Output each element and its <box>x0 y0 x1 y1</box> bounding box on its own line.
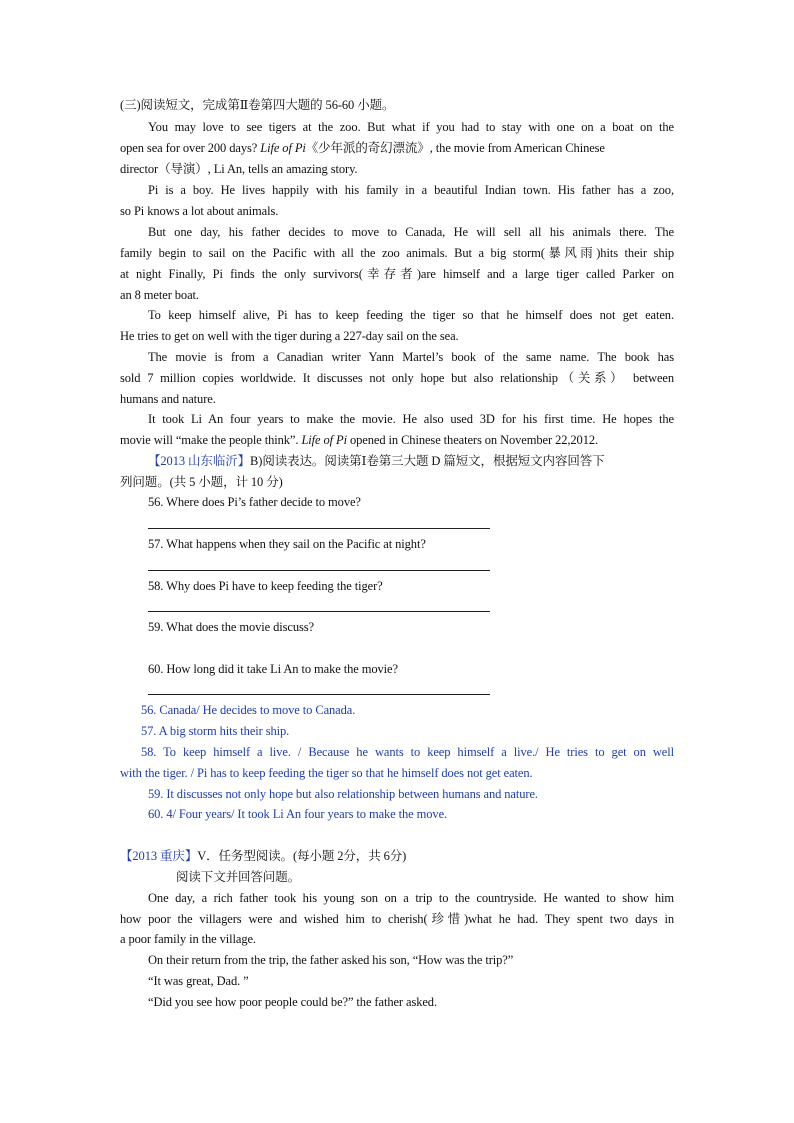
text-run: 《少年派的奇幻漂流》, the movie from American Chinese <box>305 141 605 155</box>
text-run: movie will “make the people think”. <box>120 433 299 447</box>
answer-line <box>148 694 490 695</box>
paragraph-line: You may love to see tigers at the zoo. But what if you had to stay with one on a boat on the <box>148 120 674 134</box>
paragraph-line: sold 7 million copies worldwide. It discusses not only hope but also relationship（关系） between <box>120 371 674 385</box>
answer: 59. It discusses not only hope but also relationship between humans and nature. <box>148 787 538 801</box>
answer: 56. Canada/ He decides to move to Canada. <box>141 703 356 717</box>
paragraph-line: director（导演）, Li An, tells an amazing story. <box>120 162 358 176</box>
answer-line <box>148 570 490 571</box>
answer: with the tiger. / Pi has to keep feeding the tiger so that he himself does not get eaten. <box>120 766 533 780</box>
source-tag: 【2013 重庆】 <box>120 849 198 863</box>
section-heading <box>148 453 605 469</box>
question: 59. What does the movie discuss? <box>148 620 314 634</box>
paragraph-line <box>120 140 605 156</box>
answer: 57. A big storm hits their ship. <box>141 724 290 738</box>
answer: 58. To keep himself a live. / Because he wants to keep himself a live./ He tries to get on well <box>141 745 674 759</box>
subheading: 阅读下文并回答问题。 <box>176 870 301 884</box>
question: 56. Where does Pi’s father decide to move? <box>148 495 361 509</box>
question: 60. How long did it take Li An to make the movie? <box>148 662 398 676</box>
question: 58. Why does Pi have to keep feeding the tiger? <box>148 579 383 593</box>
paragraph-line: how poor the villagers were and wished him to cherish(珍惜)what he had. They spent two days in <box>120 912 674 926</box>
paragraph-line: humans and nature. <box>120 392 216 406</box>
movie-title: Life of Pi <box>301 433 347 447</box>
paragraph-line: “Did you see how poor people could be?” the father asked. <box>148 995 437 1009</box>
paragraph-line: To keep himself alive, Pi has to keep feeding the tiger so that he himself does not get eaten. <box>148 308 674 322</box>
answer: 60. 4/ Four years/ It took Li An four years to make the move. <box>148 807 448 821</box>
answer-line <box>148 528 490 529</box>
text-run: opened in Chinese theaters on November 22,2012. <box>350 433 599 447</box>
answer-line <box>148 611 490 612</box>
paragraph-line: He tries to get on well with the tiger during a 227-day sail on the sea. <box>120 329 459 343</box>
section-heading-continued: 列问题。(共 5 小题，计 10 分) <box>120 475 283 489</box>
section-heading <box>120 848 406 864</box>
question: 57. What happens when they sail on the Pacific at night? <box>148 537 426 551</box>
paragraph-line: But one day, his father decides to move to Canada, He will sell all his animals there. The <box>148 225 674 239</box>
text-run: V．任务型阅读。(每小题 2分，共 6分) <box>197 849 407 863</box>
text-run: B)阅读表达。阅读第Ⅰ卷第三大题 D 篇短文，根据短文内容回答下 <box>250 454 605 468</box>
paragraph-line: “It was great, Dad. ” <box>148 974 249 988</box>
text-run: open sea for over 200 days? <box>120 141 258 155</box>
paragraph-line: so Pi knows a lot about animals. <box>120 204 279 218</box>
paragraph-line: On their return from the trip, the father asked his son, “How was the trip?” <box>148 953 514 967</box>
paragraph-line: It took Li An four years to make the movie. He also used 3D for his first time. He hopes the <box>148 412 674 426</box>
movie-title: Life of Pi <box>260 141 306 155</box>
paragraph-line: an 8 meter boat. <box>120 288 199 302</box>
source-tag: 【2013 山东临沂】 <box>148 454 251 468</box>
paragraph-line: at night Finally, Pi finds the only survivors(幸存者)are himself and a large tiger called Parker on <box>120 267 674 281</box>
paragraph-line: family begin to sail on the Pacific with all the zoo animals. But a big storm(暴风雨)hits their ship <box>120 246 674 260</box>
paragraph-line: Pi is a boy. He lives happily with his family in a beautiful Indian town. His father has a zoo, <box>148 183 674 197</box>
paragraph-line: a poor family in the village. <box>120 932 256 946</box>
section-heading: (三)阅读短文，完成第Ⅱ卷第四大题的 56-60 小题。 <box>120 98 395 112</box>
paragraph-line: One day, a rich father took his young son on a trip to the countryside. He wanted to show him <box>148 891 674 905</box>
paragraph-line: The movie is from a Canadian writer Yann Martel’s book of the same name. The book has <box>148 350 674 364</box>
paragraph-line <box>120 432 598 448</box>
